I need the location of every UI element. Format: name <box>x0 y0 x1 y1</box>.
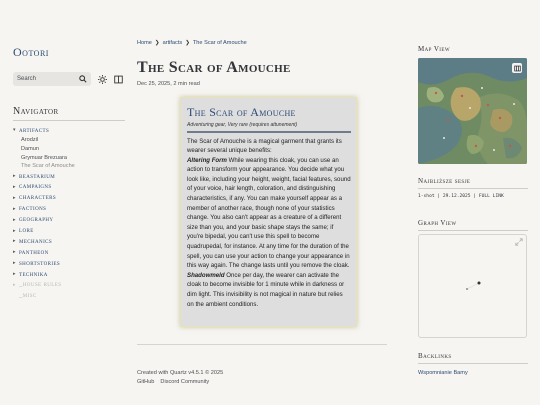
folder-label: geography <box>19 216 54 224</box>
folder-geography[interactable] <box>13 214 125 225</box>
navigator-tree <box>13 125 125 301</box>
chevron-right-icon: ▸ <box>13 173 16 180</box>
chevron-right-icon: ▸ <box>13 183 16 190</box>
graph-canvas <box>419 235 526 337</box>
right-sidebar <box>418 45 528 338</box>
search-placeholder: Search <box>17 76 37 82</box>
toolbar <box>13 72 125 86</box>
folder-characters[interactable] <box>13 192 125 203</box>
session-line: 1-shot | 29.12.2025 | FULL LINK <box>418 194 504 199</box>
folder-label: _misc <box>19 292 37 300</box>
navigator-heading: Navigator <box>13 106 125 121</box>
map-image <box>418 58 527 164</box>
chevron-right-icon: ▸ <box>13 260 16 267</box>
altering-form-name: Altering Form <box>187 156 227 164</box>
folder-shortstories[interactable] <box>13 258 125 269</box>
map-expand-button[interactable] <box>512 63 522 73</box>
book-icon <box>114 75 123 84</box>
chevron-right-icon: ▸ <box>13 216 16 223</box>
folder-label: pantheon <box>19 248 49 256</box>
upcoming-sessions-heading: Najbliższe sesje <box>418 177 528 189</box>
chevron-right-icon: ▸ <box>13 227 16 234</box>
search-button[interactable] <box>13 72 91 86</box>
page-date: Dec 25, 2025 <box>137 81 171 87</box>
breadcrumb <box>137 40 387 46</box>
folder-artifacts[interactable] <box>13 125 125 136</box>
world-map[interactable] <box>418 58 527 164</box>
folder-label: beastarium <box>19 172 56 180</box>
breadcrumb-artifacts[interactable]: artifacts <box>162 40 183 46</box>
read-time: 2 min read <box>173 81 200 87</box>
chevron-right-icon: ▸ <box>13 194 16 201</box>
reader-mode-button[interactable] <box>113 74 123 84</box>
shadowmeld-paragraph <box>187 271 351 309</box>
folder-label: campaigns <box>19 183 52 191</box>
chevron-right-icon: ▸ <box>13 249 16 256</box>
statblock-intro: The Scar of Amouche is a magical garment that grants its wearer several unique benefits: <box>187 137 342 155</box>
backlink-item[interactable]: Wspomnianie Bamy <box>418 370 468 376</box>
folder-label: artifacts <box>19 126 50 134</box>
folder-label: _house rules <box>19 281 62 289</box>
graph-view-heading: Graph View <box>418 219 528 231</box>
statblock-divider <box>187 131 351 133</box>
chevron-right-icon: ❯ <box>154 40 160 46</box>
map-icon <box>514 65 521 72</box>
folder-misc[interactable] <box>13 290 125 301</box>
page-title: The Scar of Amouche <box>137 59 291 76</box>
folder-factions[interactable] <box>13 203 125 214</box>
chevron-down-icon: ▾ <box>13 127 16 134</box>
backlinks-heading: Backlinks <box>418 352 528 364</box>
folder-label: shortstories <box>19 259 61 267</box>
altering-form-text: While wearing this cloak, you can use an action to transform your appearance. You decide what you look like, including your height, weight, facial features, sound of your voice, hair length, coloration, and distinguishing characteristics, if any. You can make yourself appear as a member of another race, though none of your statistics change. You also can't appear as a creature of a different size than you, and your basic shape stays the same; if you're bipedal, you can't use this spell to become quadrupedal, for instance. At any time for the duration of the spell, you can use your action to change your appearance in this way again. The change lasts until you remove the cloak. <box>187 156 351 270</box>
folder-campaigns[interactable] <box>13 182 125 193</box>
sun-icon <box>98 75 107 84</box>
shadowmeld-text: Once per day, the wearer can activate the cloak to become invisible for 1 minute while in darkness or dim light. This invisibility is not magical in nature but relies on the ambient conditions. <box>187 271 345 308</box>
altering-form-paragraph <box>187 156 351 271</box>
shadowmeld-name: Shadowmeld <box>187 271 225 279</box>
item-statblock <box>180 97 357 327</box>
chevron-right-icon: ▸ <box>13 205 16 212</box>
file-grymuar-brezuara[interactable]: Grymuar Brezuara <box>21 154 68 161</box>
main-content <box>137 40 387 87</box>
statblock-body <box>187 137 351 310</box>
statblock-subtitle: Adventuring gear, Very rare (requires attunement) <box>187 122 298 128</box>
footer-link-github[interactable]: GitHub <box>137 379 155 385</box>
search-icon <box>79 75 87 83</box>
breadcrumb-current[interactable]: The Scar of Amouche <box>192 40 247 46</box>
folder-pantheon[interactable] <box>13 247 125 258</box>
expand-icon[interactable] <box>515 238 523 246</box>
left-sidebar <box>13 45 125 301</box>
chevron-right-icon: ▸ <box>13 238 16 245</box>
folder-label: factions <box>19 205 47 213</box>
chevron-right-icon: ▸ <box>13 281 16 288</box>
file-arodzil[interactable]: Arodzil <box>21 137 39 144</box>
file-the-scar-of-amouche[interactable]: The Scar of Amouche <box>21 163 75 170</box>
folder-label: lore <box>19 227 34 235</box>
folder-label: mechanics <box>19 237 53 245</box>
page-meta: Dec 25, 2025, 2 min read <box>137 81 200 87</box>
upcoming-session-entry[interactable] <box>418 194 528 199</box>
backlinks-section <box>418 352 528 376</box>
folder-lore[interactable] <box>13 225 125 236</box>
chevron-right-icon: ❯ <box>185 40 190 46</box>
file-damun[interactable]: Damun <box>21 145 40 152</box>
graph-view[interactable] <box>418 234 527 338</box>
footer-link-discord[interactable]: Discord Community <box>160 379 210 385</box>
folder-beastarium[interactable] <box>13 171 125 182</box>
theme-toggle-button[interactable] <box>97 74 107 84</box>
folder-house-rules[interactable] <box>13 280 125 291</box>
breadcrumb-home[interactable]: Home <box>137 40 152 46</box>
map-view-heading: Map View <box>418 45 450 53</box>
footer-credit: Created with Quartz v4.5.1 © 2025 <box>137 370 224 376</box>
folder-label: characters <box>19 194 57 202</box>
chevron-right-icon: ▸ <box>13 271 16 278</box>
footer-links <box>137 378 387 387</box>
folder-mechanics[interactable] <box>13 236 125 247</box>
folder-label: technika <box>19 270 48 278</box>
statblock-title: The Scar of Amouche <box>187 105 296 119</box>
folder-technika[interactable] <box>13 269 125 280</box>
site-title[interactable]: Ootori <box>13 45 49 59</box>
footer <box>137 344 387 387</box>
